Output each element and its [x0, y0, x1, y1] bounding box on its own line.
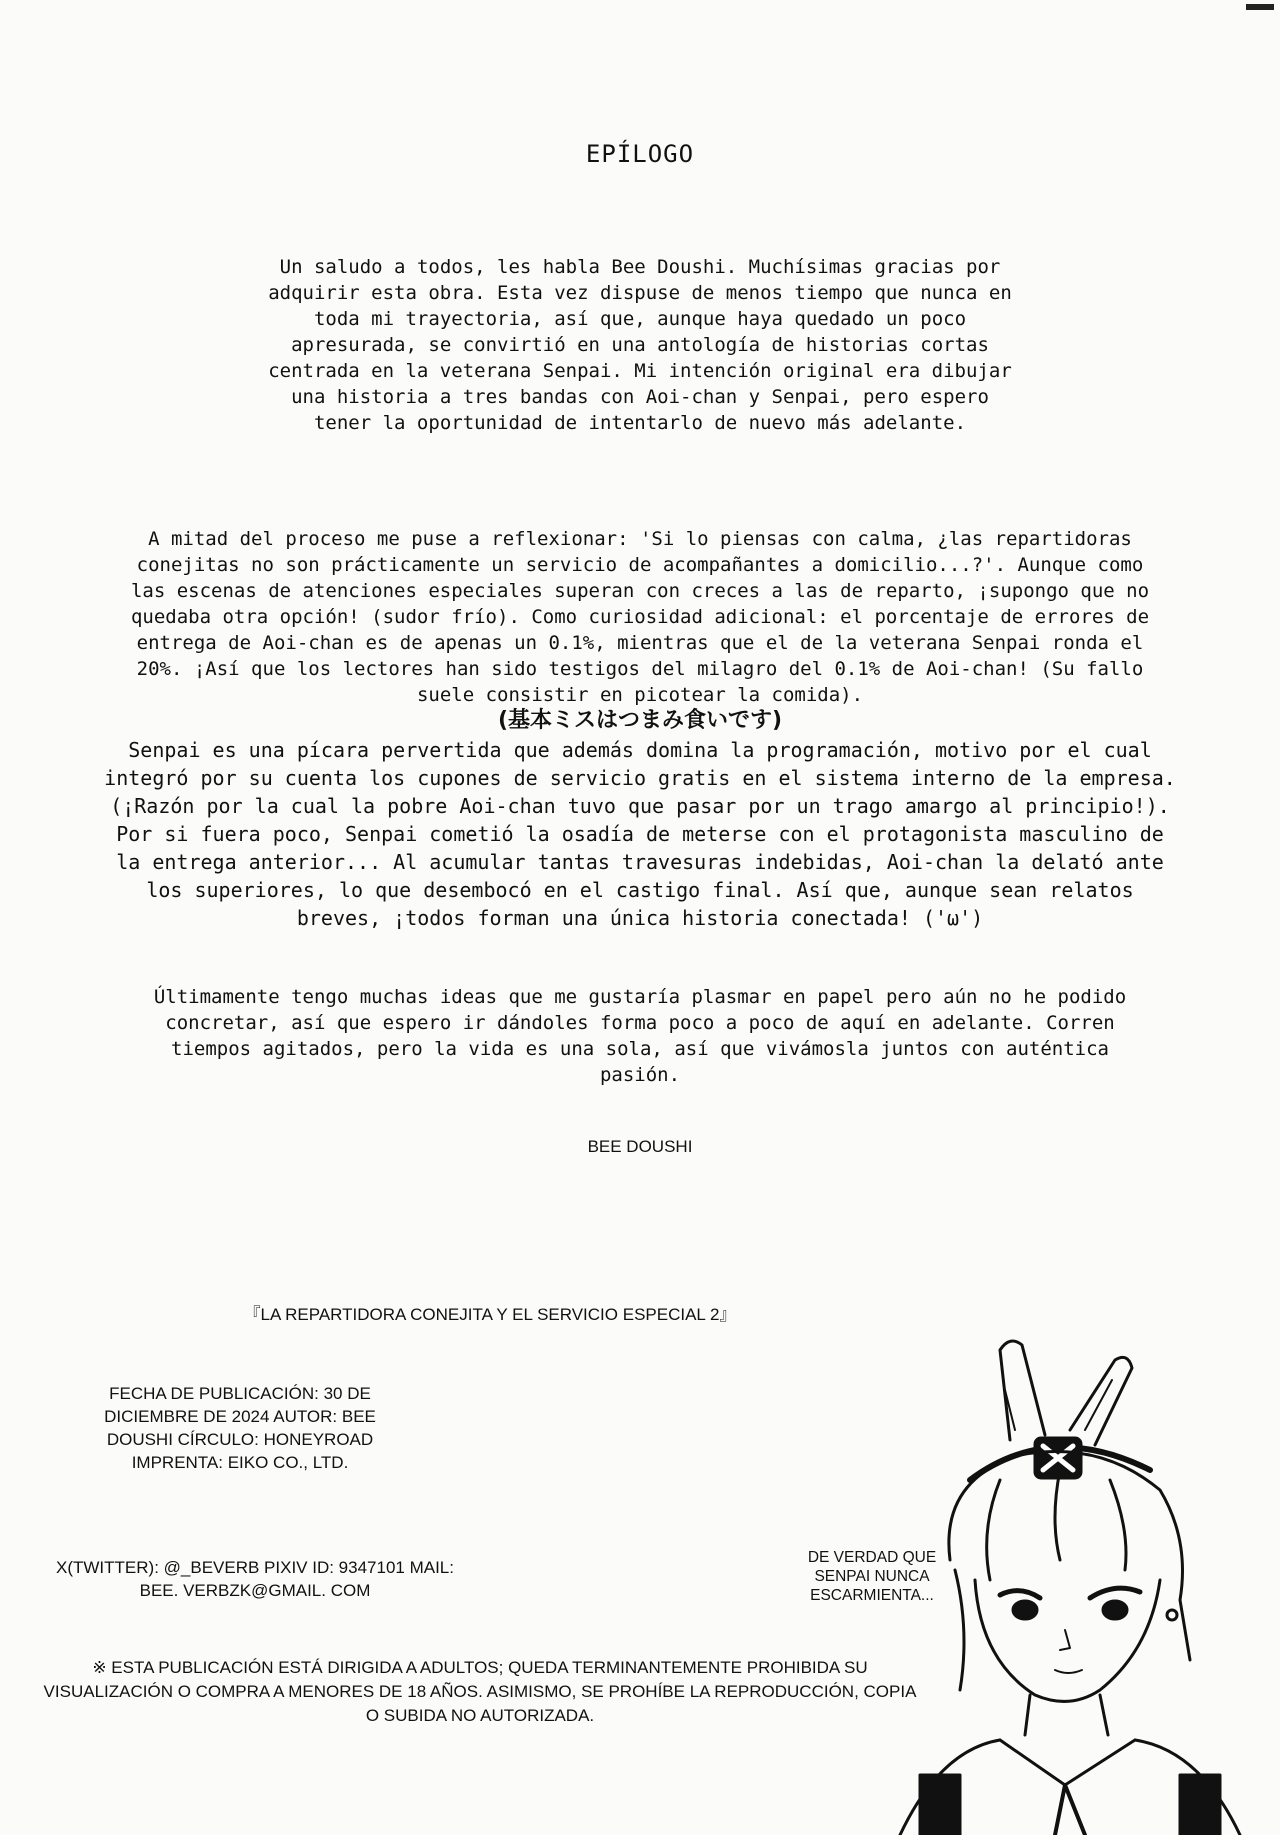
contact-info: X(TWITTER): @_BEVERB PIXIV ID: 9347101 MAIL: BEE. VERBZK@GMAIL. COM — [56, 1558, 454, 1600]
paragraph-text: Últimamente tengo muchas ideas que me gustaría plasmar en papel pero aún no he podido concretar, así que espero ir dándoles forma poco a poco de aquí en adelante. Corren tiempos agitados, pero la vida es una sola, así que vivámosla juntos con auténtica pasión. — [153, 986, 1127, 1086]
book-title: 『LA REPARTIDORA CONEJITA Y EL SERVICIO ESPECIAL 2』 — [243, 1305, 737, 1324]
page-title: EPÍLOGO — [585, 140, 695, 168]
paragraph-text: A mitad del proceso me puse a reflexionar: 'Si lo piensas con calma, ¿las repartidoras conejitas no son prácticamente un servicio de acompañantes a domicilio...?'. Aunque como las escenas de atenciones especiales superan con creces a las de reparto, ¡supongo que no quedaba otra opción! (sudor frío). Como curiosidad adicional: el porcentaje de errores de entrega de Aoi-chan es de apenas un 0.1%, mientras que el de la veterana Senpai ronda el 20%. ¡Así que los lectores han sido testigos del milagro del 0.1% de Aoi-chan! (Su fallo suele consistir en picotear la comida). — [130, 528, 1150, 706]
paragraph-text: Un saludo a todos, les habla Bee Doushi. Muchísimas gracias por adquirir esta obra. Esta vez dispuse de menos tiempo que nunca en toda mi trayectoria, así que, aunque haya quedado un poco apresurada, se convirtió en una antología de historias cortas centrada en la veterana Senpai. Mi intención original era dibujar una historia a tres bandas con Aoi-chan y Senpai, pero espero tener la oportunidad de intentarlo de nuevo más adelante. — [268, 256, 1012, 434]
page-corner-mark — [1246, 4, 1274, 10]
adult-notice: ※ ESTA PUBLICACIÓN ESTÁ DIRIGIDA A ADULTOS; QUEDA TERMINANTEMENTE PROHIBIDA SU VISUALIZACIÓN O COMPRA A MENORES DE 18 AÑOS. ASIMISMO, SE PROHÍBE LA REPRODUCCIÓN, COPIA O SUBIDA NO AUTORIZADA. — [43, 1658, 917, 1725]
epilogue-paragraph-4 — [140, 984, 1140, 1088]
epilogue-paragraph-3 — [100, 736, 1180, 932]
japanese-note: (基本ミスはつまみ食いです) — [497, 708, 783, 733]
epilogue-paragraph-1 — [260, 254, 1020, 436]
epilogue-paragraph-2 — [130, 526, 1150, 734]
paragraph-text: Senpai es una pícara pervertida que además domina la programación, motivo por el cual integró por su cuenta los cupones de servicio gratis en el sistema interno de la empresa. (¡Razón por la cual la pobre Aoi-chan tuvo que pasar por un trago amargo al principio!). Por si fuera poco, Senpai cometió la osadía de meterse con el protagonista masculino de la entrega anterior... Al acumular tantas travesuras indebidas, Aoi-chan la delató ante los superiores, lo que desembocó en el castigo final. Así que, aunque sean relatos breves, ¡todos forman una única historia conectada! ('ω') — [104, 738, 1176, 930]
publication-info: FECHA DE PUBLICACIÓN: 30 DE DICIEMBRE DE 2024 AUTOR: BEE DOUSHI CÍRCULO: HONEYROAD IMPRENTA: EIKO CO., LTD. — [104, 1384, 376, 1472]
speech-bubble: DE VERDAD QUE SENPAI NUNCA ESCARMIENTA... — [807, 1549, 937, 1604]
author-signature: BEE DOUSHI — [587, 1137, 693, 1156]
